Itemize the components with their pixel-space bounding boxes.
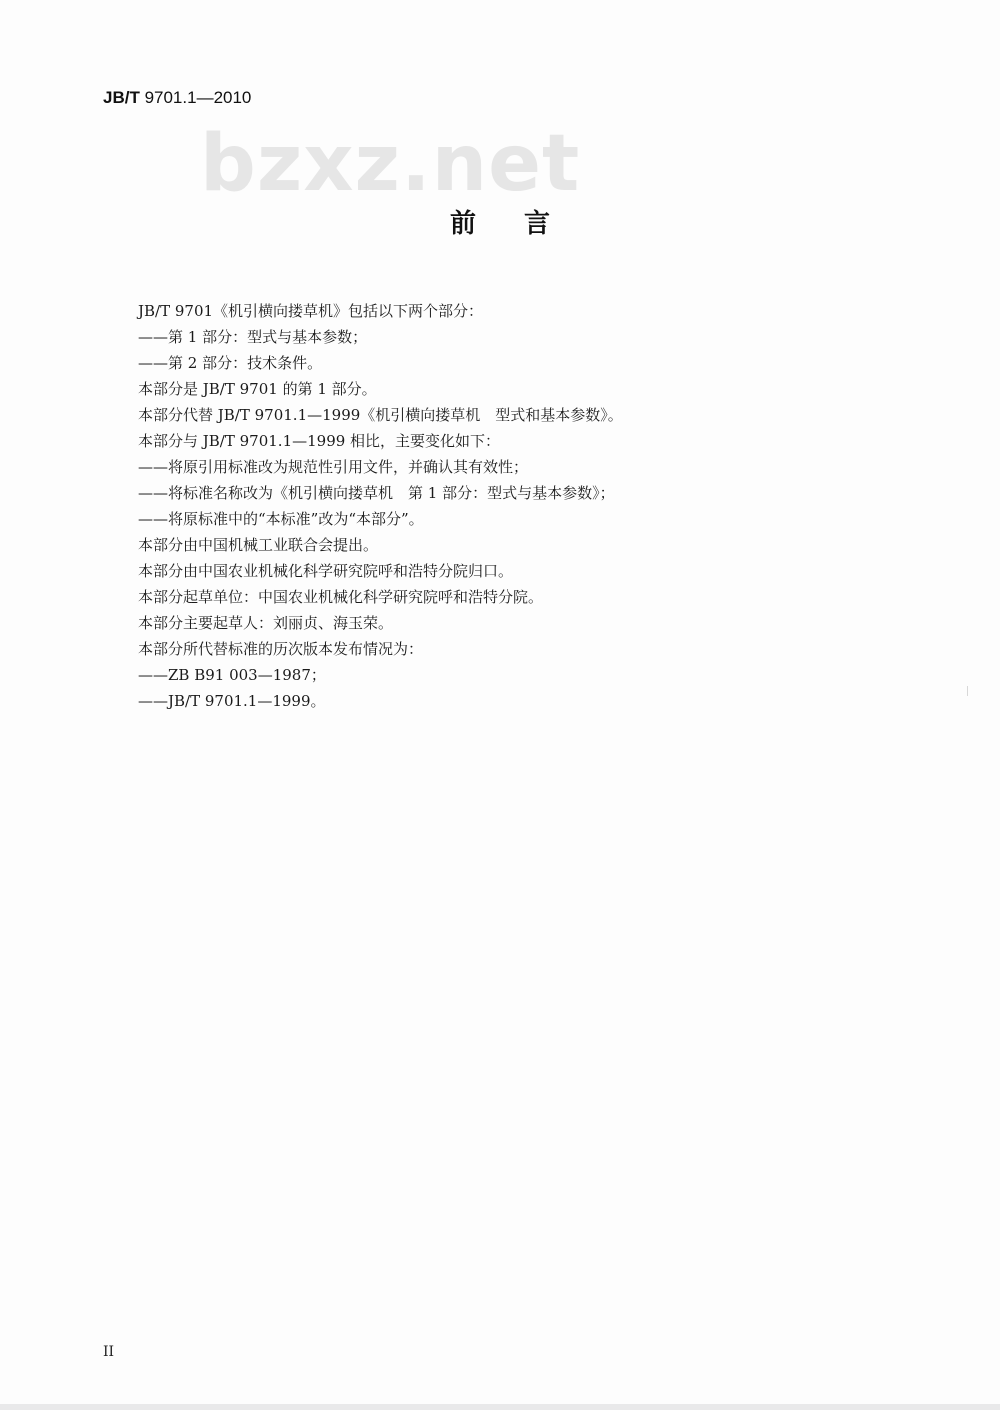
body-line: ——第 2 部分：技术条件。 [138,354,323,372]
body-line: 本部分由中国机械工业联合会提出。 [138,536,379,554]
standard-code [103,88,251,108]
body-line: JB/T 9701《机引横向搂草机》包括以下两个部分： [138,302,484,320]
body-line: ——将原引用标准改为规范性引用文件，并确认其有效性； [138,458,529,476]
standard-code-number: 9701.1—2010 [139,88,252,107]
body-line: 本部分主要起草人：刘丽贞、海玉荣。 [138,614,394,632]
body-line: 本部分与 JB/T 9701.1—1999 相比，主要变化如下： [138,432,501,450]
scan-mark [967,686,968,696]
foreword-body [138,298,738,714]
body-line: ——ZB B91 003—1987； [138,666,326,684]
body-line: ——将原标准中的“本标准”改为“本部分”。 [138,510,424,528]
body-line: ——JB/T 9701.1—1999。 [138,692,326,710]
page-bottom-edge [0,1404,1000,1410]
page-number: II [103,1344,115,1360]
body-line: ——将标准名称改为《机引横向搂草机 第 1 部分：型式与基本参数》； [138,484,615,502]
body-line: 本部分起草单位：中国农业机械化科学研究院呼和浩特分院。 [138,588,544,606]
watermark: bzxz.net [200,119,581,209]
body-line: 本部分所代替标准的历次版本发布情况为： [138,640,424,658]
body-line: 本部分是 JB/T 9701 的第 1 部分。 [138,380,377,398]
body-line: ——第 1 部分：型式与基本参数； [138,328,368,346]
page-title: 前言 [449,209,598,239]
body-line: 本部分代替 JB/T 9701.1—1999《机引横向搂草机 型式和基本参数》。 [138,406,623,424]
body-line: 本部分由中国农业机械化科学研究院呼和浩特分院归口。 [138,562,514,580]
standard-code-prefix: JB/T [103,88,140,107]
